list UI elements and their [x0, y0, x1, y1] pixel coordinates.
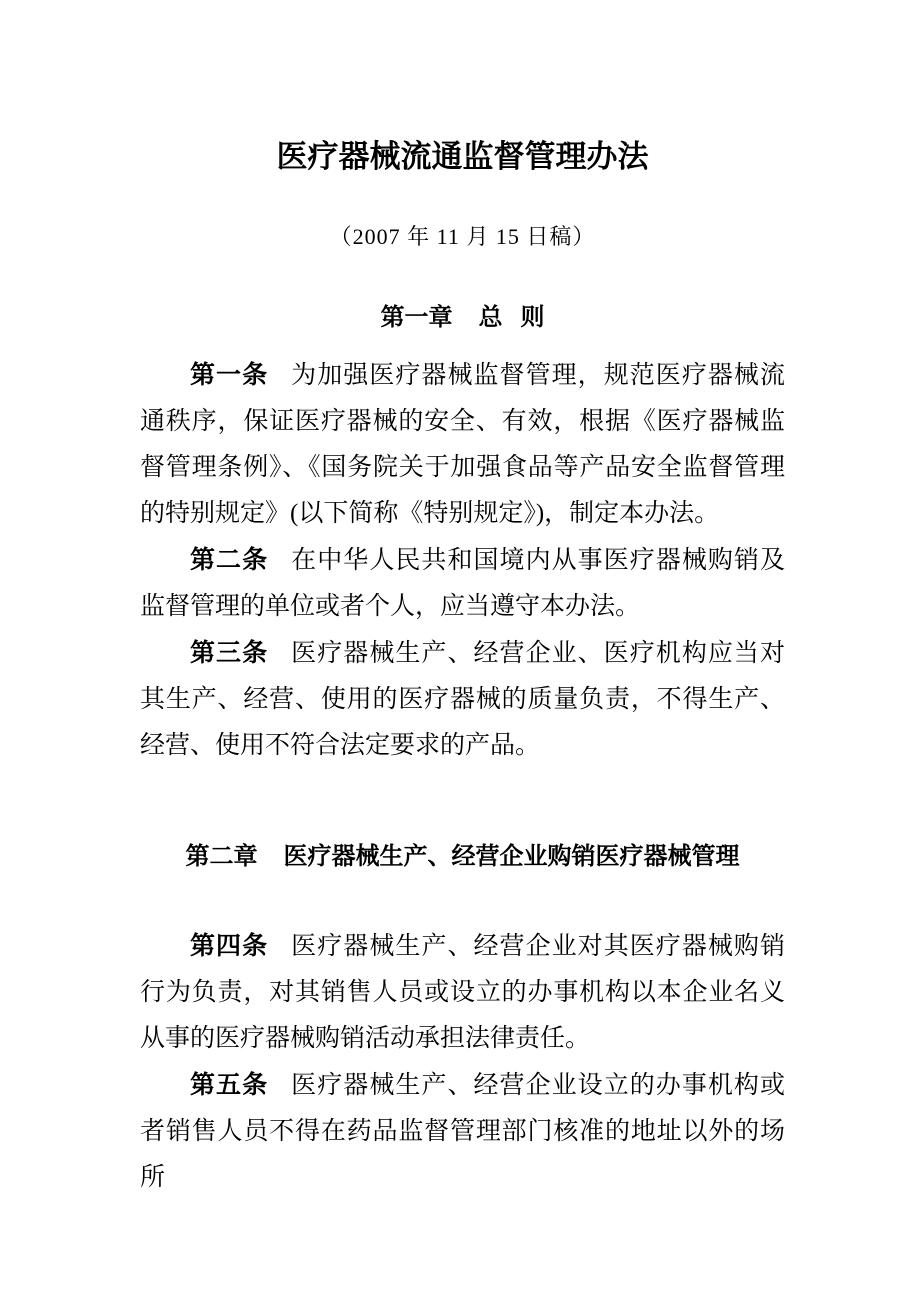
chapter-heading-1 [140, 252, 785, 334]
document-subtitle-date: （2007 年 11 月 15 日稿） [329, 224, 596, 249]
chapter-heading-2 [140, 769, 785, 873]
article-4 [140, 873, 785, 1062]
article-3 [140, 630, 785, 769]
article-4-body: 医疗器械生产、经营企业对其医疗器械购销行为负责，对其销售人员或设立的办事机构以本企业名义从事的医疗器械购销活动承担法律责任。 [140, 933, 785, 1052]
article-5 [140, 1062, 785, 1201]
chapter-2-name: 医疗器械生产、经营企业购销医疗器械管理 [283, 843, 740, 870]
article-1-body: 为加强医疗器械监督管理，规范医疗器械流通秩序，保证医疗器械的安全、有效，根据《医疗器械监督管理条例》、《国务院关于加强食品等产品安全监督管理的特别规定》(以下简称《特别规定》)，制定本办法。 [140, 362, 785, 527]
article-5-label: 第五条 [190, 1071, 269, 1099]
chapter-1-name-part2: 则 [520, 304, 545, 331]
article-2 [140, 537, 785, 630]
chapter-2-number: 第二章 [185, 843, 258, 870]
article-3-body: 医疗器械生产、经营企业、医疗机构应当对其生产、经营、使用的医疗器械的质量负责，不得生产、经营、使用不符合法定要求的产品。 [140, 640, 785, 759]
article-3-label: 第三条 [190, 639, 269, 667]
article-5-body: 医疗器械生产、经营企业设立的办事机构或者销售人员不得在药品监督管理部门核准的地址以外的场所 [140, 1072, 785, 1191]
article-2-body: 在中华人民共和国境内从事医疗器械购销及监督管理的单位或者个人，应当遵守本办法。 [140, 547, 785, 620]
chapter-1-name-part1: 总 [478, 304, 503, 331]
article-1-label: 第一条 [190, 361, 269, 389]
chapter-1-number: 第一章 [380, 304, 453, 331]
document-content [140, 0, 785, 1201]
page-title: 医疗器械流通监督管理办法 [276, 139, 649, 174]
article-2-label: 第二条 [190, 546, 269, 574]
article-1 [140, 334, 785, 537]
article-4-label: 第四条 [190, 932, 269, 960]
